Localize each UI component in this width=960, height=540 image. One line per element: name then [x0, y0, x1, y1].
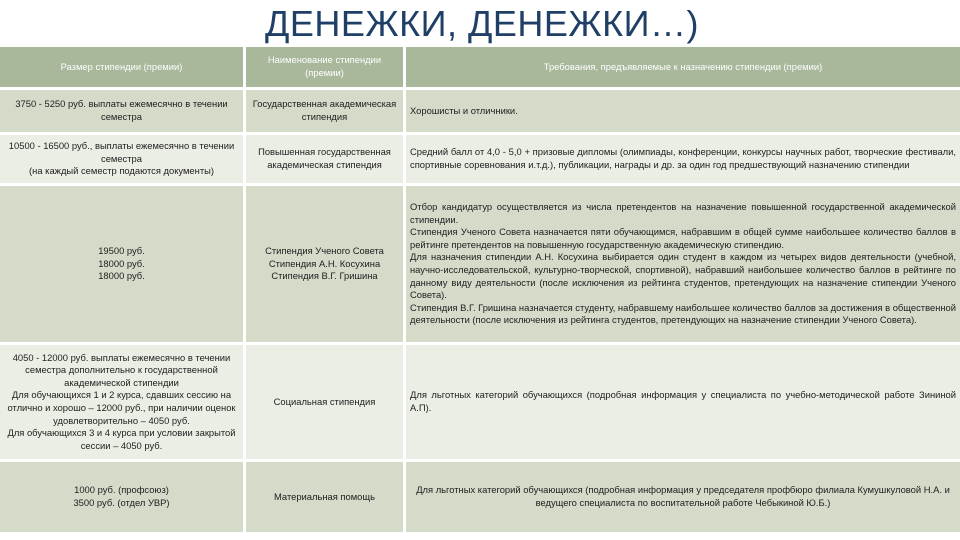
scholarship-name-cell: Материальная помощь — [243, 462, 403, 532]
slide-title: ДЕНЕЖКИ, ДЕНЕЖКИ…) — [265, 3, 699, 44]
table-row — [0, 135, 960, 183]
amount-cell: 3750 - 5250 руб. выплаты ежемесячно в течении семестра — [0, 90, 243, 132]
scholarship-name-cell: Социальная стипендия — [243, 345, 403, 459]
requirements-cell: Для льготных категорий обучающихся (подробная информация у председателя профбюро филиала Кумушкуловой Н.А. и ведущего специалиста по воспитательной работе Чебыкиной Ю.Б.) — [403, 462, 960, 532]
scholarship-name-cell: Государственная академическая стипендия — [243, 90, 403, 132]
header-name: Наименование стипендии (премии) — [243, 47, 403, 87]
header-requirements: Требования, предъявляемые к назначению стипендии (премии) — [403, 47, 960, 87]
table-row — [0, 90, 960, 132]
amount-cell: 10500 - 16500 руб., выплаты ежемесячно в течении семестра (на каждый семестр подаются документы) — [0, 135, 243, 183]
table-header-row — [0, 47, 960, 87]
amount-cell: 1000 руб. (профсоюз) 3500 руб. (отдел УВР) — [0, 462, 243, 532]
scholarship-name-cell: Повышенная государственная академическая стипендия — [243, 135, 403, 183]
requirements-cell: Отбор кандидатур осуществляется из числа претендентов на назначение повышенной государственной академической стипендии. Стипендия Ученого Совета назначается пяти обучающимся, набравшим в общей сумме наибольшее количество баллов в рейтинге претендентов на повышенную государственную академическую стипендию. Для назначения стипендии А.Н. Косухина выбирается один студент в каждом из четырех видов деятельности (учебной, научно-исследовательской, культурно-творческой, спортивной), набравший наибольшее количество баллов в рейтинге по данному виду деятельности (после исключения из рейтинга студентов, претендующих на назначение стипендии Ученого Совета). Стипендия В.Г. Гришина назначается студенту, набравшему наибольшее количество баллов за достижения в общественной деятельности (после исключения из рейтинга студентов, претендующих на назначение стипендии Ученого Совета). — [403, 186, 960, 342]
header-amount: Размер стипендии (премии) — [60, 60, 183, 72]
requirements-cell: Для льготных категорий обучающихся (подробная информация у специалиста по учебно-методической работе Зининой А.П). — [403, 345, 960, 459]
table-row — [0, 345, 960, 459]
scholarship-name-cell: Стипендия Ученого Совета Стипендия А.Н. Косухина Стипендия В.Г. Гришина — [243, 186, 403, 342]
scholarship-table — [0, 44, 960, 535]
table-row — [0, 462, 960, 532]
amount-cell: 4050 - 12000 руб. выплаты ежемесячно в течении семестра дополнительно к государственной академической стипендии Для обучающихся 1 и 2 курса, сдавших сессию на отлично и хорошо – 12000 руб., при наличии оценок удовлетворительно – 4050 руб. Для обучающихся 3 и 4 курса при условии закрытой сессии – 4050 руб. — [0, 345, 243, 459]
requirements-cell: Хорошисты и отличники. — [403, 90, 960, 132]
requirements-cell: Средний балл от 4,0 - 5,0 + призовые дипломы (олимпиады, конференции, конкурсы научных работ, творческие фестивали, спортивные соревнования и.т.д.), публикации, награды и др. за один год предшествующий назначению стипендии — [403, 135, 960, 183]
table-row — [0, 186, 960, 342]
amount-cell: 19500 руб. 18000 руб. 18000 руб. — [0, 186, 243, 342]
